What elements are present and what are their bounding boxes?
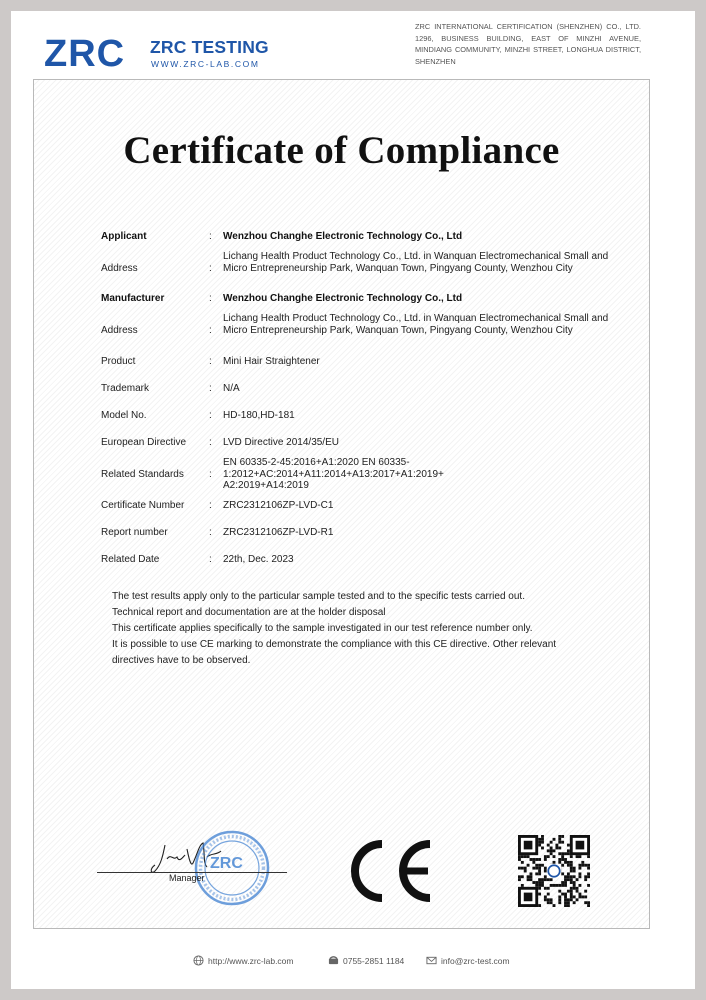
mail-icon [426,955,437,966]
field-label: Certificate Number [101,500,185,511]
logo-url: WWW.ZRC-LAB.COM [151,59,260,69]
field-label: Address [101,325,138,336]
ce-mark [344,838,444,904]
qr-code-icon [518,835,590,907]
compliance-statement [112,589,582,669]
logo-mark: ZRC [44,33,126,75]
field-value: 22th, Dec. 2023 [223,554,294,565]
field-value: Mini Hair Straightener [223,356,320,367]
field-label: Trademark [101,383,149,394]
footer-email [426,955,510,966]
qr-code [518,835,590,907]
field-colon: : [209,263,212,274]
field-colon: : [209,527,212,538]
field-value: Wenzhou Changhe Electronic Technology Co., Ltd [223,293,463,304]
statement-line: It is possible to use CE marking to demonstrate the compliance with this CE directive. Other relevant directives have to be observed. [112,639,557,666]
statement-line: The test results apply only to the particular sample tested and to the specific tests carried out. [112,591,525,602]
field-value: LVD Directive 2014/35/EU [223,437,339,448]
statement-line: Technical report and documentation are at the holder disposal [112,607,386,618]
field-value: ZRC2312106ZP-LVD-R1 [223,527,334,538]
field-label: European Directive [101,437,187,448]
phone-icon [328,955,339,966]
field-label: Manufacturer [101,293,165,304]
footer-email-link[interactable]: info@zrc-test.com [441,955,510,966]
field-label: Model No. [101,410,147,421]
globe-icon [193,955,204,966]
field-value: EN 60335-2-45:2016+A1:2020 EN 60335-1:2012+AC:2014+A11:2014+A13:2017+A1:2019+ A2:2019+A14:2019 [223,457,444,491]
footer-phone-number: 0755-2851 1184 [343,955,405,966]
field-colon: : [209,469,212,480]
footer-phone [328,955,404,966]
field-colon: : [209,410,212,421]
field-colon: : [209,554,212,565]
field-colon: : [209,293,212,304]
footer-website-link[interactable]: http://www.zrc-lab.com [208,955,294,966]
field-label: Report number [101,527,168,538]
field-colon: : [209,356,212,367]
zrc-logo [44,32,284,82]
field-label: Related Date [101,554,160,565]
field-label: Product [101,356,136,367]
footer-website [193,955,294,966]
field-value: HD-180,HD-181 [223,410,295,421]
field-value: Wenzhou Changhe Electronic Technology Co., Ltd [223,231,463,242]
field-label: Address [101,263,138,274]
field-colon: : [209,437,212,448]
stamp-text: ZRC [210,855,243,872]
certificate-body [33,79,650,929]
company-address: ZRC INTERNATIONAL CERTIFICATION (SHENZHEN) CO., LTD. 1296, BUSINESS BUILDING, EAST OF MINZHI AVENUE, MINDIANG COMMUNITY, MINZHI STREET, LONGHUA DISTRICT, SHENZHEN [415,22,641,66]
field-value: N/A [223,383,240,394]
field-colon: : [209,325,212,336]
field-colon: : [209,231,212,242]
field-colon: : [209,500,212,511]
field-value: ZRC2312106ZP-LVD-C1 [223,500,334,511]
footer-contacts [0,955,706,973]
statement-line: This certificate applies specifically to the sample investigated in our test reference number only. [112,623,533,634]
signature-role: Manager [169,873,205,883]
field-label: Applicant [101,231,147,242]
field-value: Lichang Health Product Technology Co., Ltd. in Wanquan Electromechanical Small and Micro Entrepreneurship Park, Wanquan Town, Pingyang County, Wenzhou City [223,251,609,274]
ce-mark-icon [344,838,436,904]
field-colon: : [209,383,212,394]
logo-name: ZRC TESTING [150,37,269,57]
field-value: Lichang Health Product Technology Co., Ltd. in Wanquan Electromechanical Small and Micro Entrepreneurship Park, Wanquan Town, Pingyang County, Wenzhou City [223,313,609,336]
field-label: Related Standards [101,469,184,480]
signature-block [97,829,297,899]
certificate-title: Certificate of Compliance [123,129,560,172]
